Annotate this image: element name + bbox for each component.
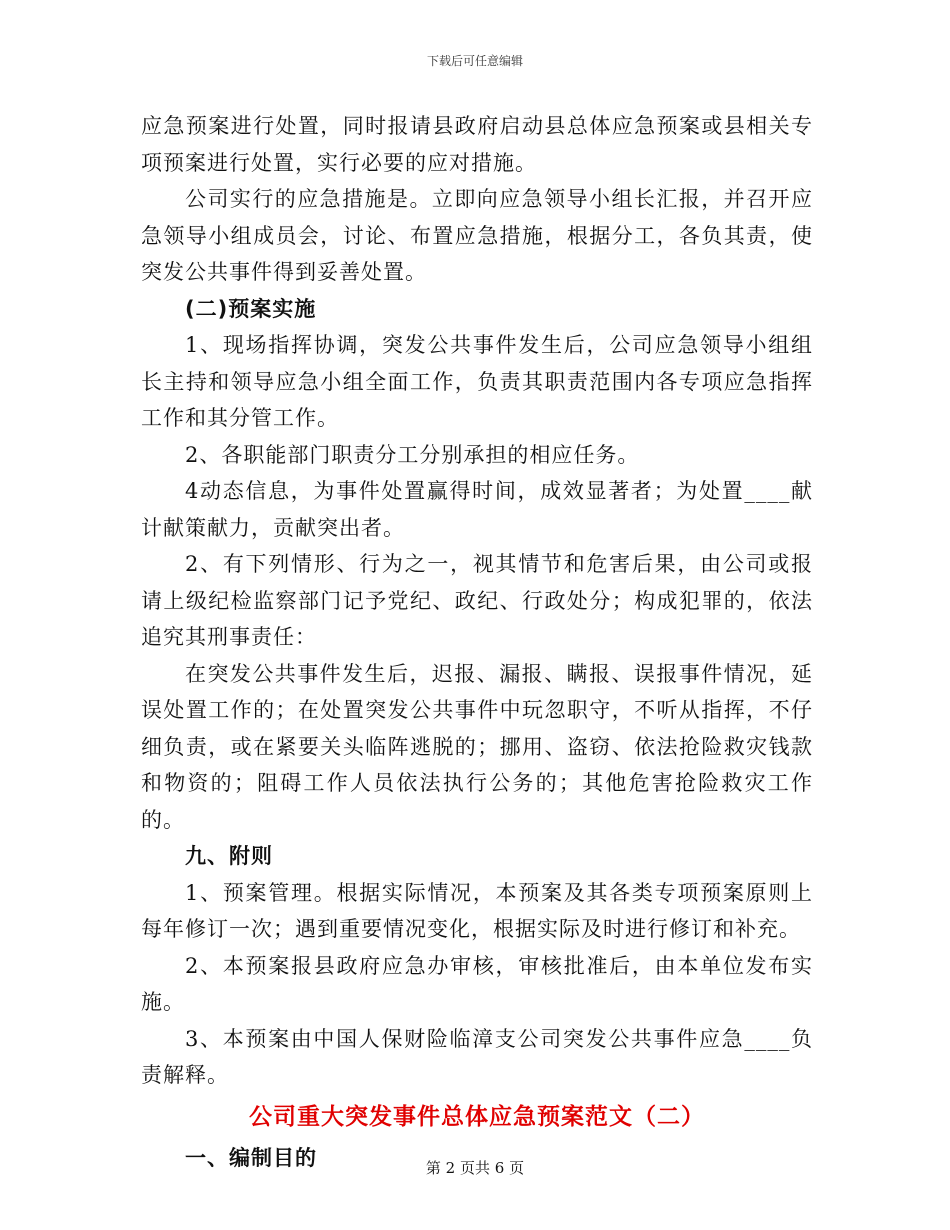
paragraph-penalties: 2、有下列情形、行为之一，视其情节和危害后果，由公司或报请上级纪检监察部门记予党纪、政纪、行政处分；构成犯罪的，依法追究其刑事责任： (141, 552, 813, 649)
heading-supplementary-provisions: 九、附则 (185, 844, 273, 868)
paragraph-onsite-command: 1、现场指挥协调，突发公共事件发生后，公司应急领导小组组长主持和领导应急小组全面工作，负责其职责范围内各专项应急指挥工作和其分管工作。 (141, 333, 813, 430)
paragraph-violations: 在突发公共事件发生后，迟报、漏报、瞒报、误报事件情况，延误处置工作的；在处置突发公共事件中玩忽职守，不听从指挥，不仔细负责，或在紧要关头临阵逃脱的；挪用、盗窃、依法抢险救灾钱款和物资的；阻碍工作人员依法执行公务的；其他危害抢险救灾工作的。 (141, 661, 813, 832)
paragraph-continuation: 应急预案进行处置，同时报请县政府启动县总体应急预案或县相关专项预案进行处置，实行必要的应对措施。 (141, 114, 813, 175)
paragraph-dynamic-info: 4动态信息，为事件处置赢得时间，成效显著者；为处置____献计献策献力，贡献突出者。 (141, 479, 813, 540)
section-title: 公司重大突发事件总体应急预案范文（二） (249, 1103, 705, 1130)
paragraph-approval: 2、本预案报县政府应急办审核，审核批准后，由本单位发布实施。 (141, 953, 813, 1014)
paragraph-plan-management: 1、预案管理。根据实际情况，本预案及其各类专项预案原则上每年修订一次；遇到重要情况变化，根据实际及时进行修订和补充。 (141, 880, 813, 941)
paragraph-emergency-measures: 公司实行的应急措施是。立即向应急领导小组长汇报，并召开应急领导小组成员会，讨论、布置应急措施，根据分工，各负其责，使突发公共事件得到妥善处置。 (141, 187, 813, 284)
document-body (141, 108, 813, 1176)
heading-purpose: 一、编制目的 (185, 1145, 317, 1170)
heading-plan-implementation: (二)预案实施 (185, 296, 317, 321)
page-header: 下载后可任意编辑 (426, 54, 523, 68)
paragraph-department-duties: 2、各职能部门职责分工分别承担的相应任务。 (185, 442, 640, 467)
page-footer: 第 2 页共 6 页 (425, 1159, 525, 1177)
paragraph-interpretation: 3、本预案由中国人保财险临漳支公司突发公共事件应急____负责解释。 (141, 1026, 813, 1087)
